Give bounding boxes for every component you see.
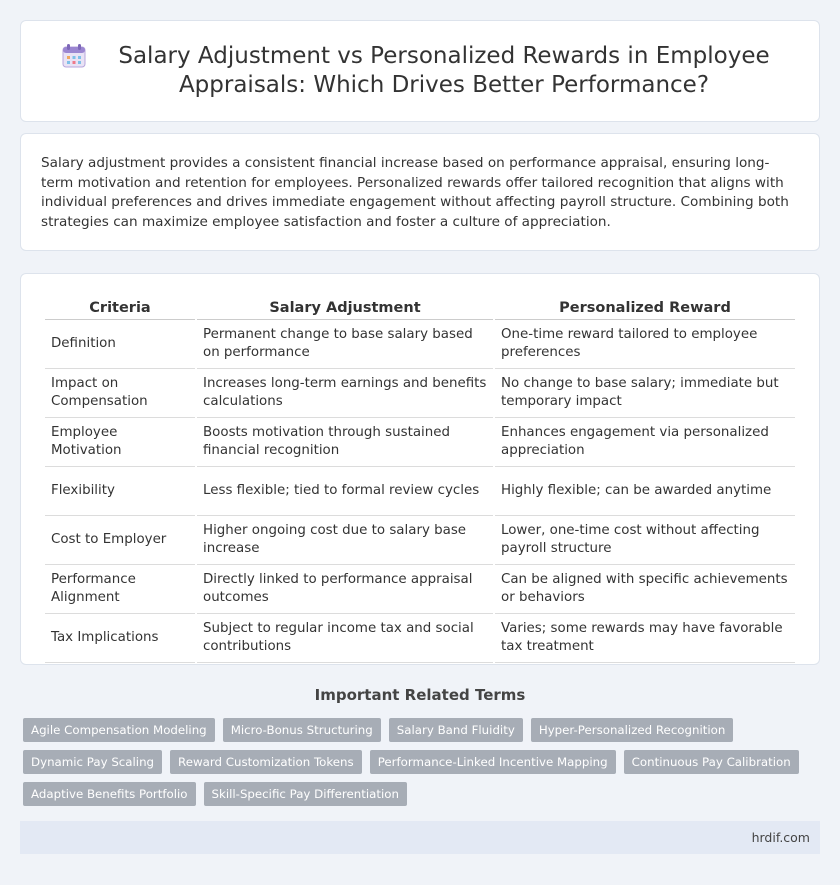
table-row [45,614,795,663]
table-row [45,320,795,369]
cell-criteria: Performance Alignment [45,565,195,614]
footer [20,821,820,854]
table-row [45,467,795,516]
related-terms-list [23,718,823,806]
term-tag[interactable]: Skill-Specific Pay Differentiation [204,782,407,806]
comparison-table [43,296,797,663]
cell-salary: Directly linked to performance appraisal outcomes [197,565,493,614]
cell-criteria: Cost to Employer [45,516,195,565]
cell-criteria: Flexibility [45,467,195,516]
cell-salary: Increases long-term earnings and benefits calculations [197,369,493,418]
cell-criteria: Tax Implications [45,614,195,663]
page-title: Salary Adjustment vs Personalized Rewards in Employee Appraisals: Which Drives Better Performance? [118,43,770,98]
cell-criteria: Definition [45,320,195,369]
cell-salary: Permanent change to base salary based on performance [197,320,493,369]
cell-criteria: Impact on Compensation [45,369,195,418]
term-tag[interactable]: Agile Compensation Modeling [23,718,215,742]
cell-reward: Lower, one-time cost without affecting payroll structure [495,516,795,565]
table-row [45,369,795,418]
cell-reward: Highly flexible; can be awarded anytime [495,467,795,516]
term-tag[interactable]: Reward Customization Tokens [170,750,362,774]
calendar-icon [61,43,87,69]
intro-paragraph: Salary adjustment provides a consistent financial increase based on performance appraisal, ensuring long-term motivation and retention for employees. Personalized rewards offer tailored recognition that aligns with individual preferences and drives immediate engagement without affecting payroll structure. Combining both strategies can maximize employee satisfaction and foster a culture of appreciation. [41,155,789,230]
footer-site-link[interactable]: hrdif.com [751,830,810,845]
cell-salary: Higher ongoing cost due to salary base increase [197,516,493,565]
table-row [45,418,795,467]
table-row [45,516,795,565]
comparison-card [20,273,820,665]
cell-salary: Less flexible; tied to formal review cycles [197,467,493,516]
term-tag[interactable]: Adaptive Benefits Portfolio [23,782,196,806]
header-criteria: Criteria [45,296,195,320]
header-card [20,20,820,122]
cell-salary: Subject to regular income tax and social contributions [197,614,493,663]
term-tag[interactable]: Salary Band Fluidity [389,718,523,742]
cell-salary: Boosts motivation through sustained financial recognition [197,418,493,467]
cell-reward: Varies; some rewards may have favorable tax treatment [495,614,795,663]
table-row [45,565,795,614]
cell-reward: One-time reward tailored to employee preferences [495,320,795,369]
related-terms-title: Important Related Terms [314,686,526,704]
cell-criteria: Employee Motivation [45,418,195,467]
cell-reward: Enhances engagement via personalized appreciation [495,418,795,467]
intro-card [20,133,820,251]
cell-reward: Can be aligned with specific achievements or behaviors [495,565,795,614]
cell-reward: No change to base salary; immediate but temporary impact [495,369,795,418]
header-salary-adjustment: Salary Adjustment [197,296,493,320]
term-tag[interactable]: Performance-Linked Incentive Mapping [370,750,616,774]
header-personalized-reward: Personalized Reward [495,296,795,320]
term-tag[interactable]: Hyper-Personalized Recognition [531,718,734,742]
term-tag[interactable]: Continuous Pay Calibration [624,750,799,774]
table-header-row [45,296,795,320]
term-tag[interactable]: Micro-Bonus Structuring [223,718,381,742]
term-tag[interactable]: Dynamic Pay Scaling [23,750,162,774]
